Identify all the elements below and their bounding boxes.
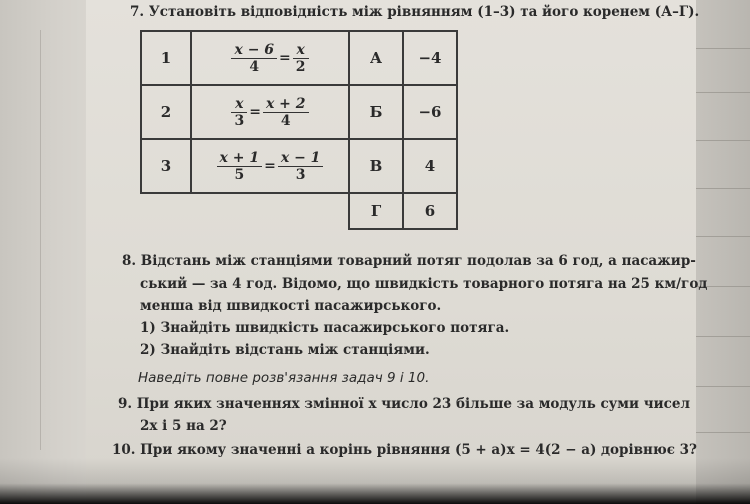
question-7-title: 7. Установіть відповідність між рівнянням (1–3) та його коренем (А–Г). (130, 4, 700, 20)
equation-cell: $\frac{x}{3}$ = $\frac{x + 2}{4}$ (191, 85, 349, 139)
question-8-line: 8. Відстань між станціями товарний потяг подолав за 6 год, а пасажир- (122, 253, 696, 269)
question-8-line: ський — за 4 год. Відомо, що швидкість товарного потяга на 25 км/год (140, 276, 708, 292)
equation-number: 1 (141, 31, 191, 85)
question-8-item: 2) Знайдіть відстань між станціями. (140, 342, 430, 358)
equation-number: 2 (141, 85, 191, 139)
root-letter: В (349, 139, 403, 193)
table-row (141, 139, 457, 193)
root-letter: А (349, 31, 403, 85)
right-page-edge (692, 0, 750, 504)
equation-cell: $\frac{x + 1}{5}$ = $\frac{x - 1}{3}$ (191, 139, 349, 193)
root-value: −4 (403, 31, 457, 85)
root-letter: Г (349, 193, 403, 229)
root-value: −6 (403, 85, 457, 139)
question-8-item: 1) Знайдіть швидкість пасажирського потяга. (140, 320, 510, 336)
question-9-line: 9. При яких значеннях змінної x число 23 більше за модуль суми чисел (118, 396, 690, 412)
root-value: 6 (403, 193, 457, 229)
root-value: 4 (403, 139, 457, 193)
instruction-note: Наведіть повне розв'язання задач 9 і 10. (138, 370, 430, 386)
left-page-fold (40, 30, 41, 450)
root-letter: Б (349, 85, 403, 139)
table-row (141, 85, 457, 139)
equation-number: 3 (141, 139, 191, 193)
equation-cell: $\frac{x - 6}{4}$ = $\frac{x}{2}$ (191, 31, 349, 85)
left-page-edge (0, 0, 88, 504)
bottom-shadow (0, 458, 750, 504)
table-row (141, 31, 457, 85)
question-10-line: 10. При якому значенні a корінь рівняння (5 + a)x = 4(2 − a) дорівнює 3? (112, 442, 697, 458)
matching-table (140, 30, 458, 230)
question-8-line: менша від швидкості пасажирського. (140, 298, 442, 314)
question-9-line: 2x і 5 на 2? (140, 418, 227, 434)
table-row (141, 193, 457, 229)
